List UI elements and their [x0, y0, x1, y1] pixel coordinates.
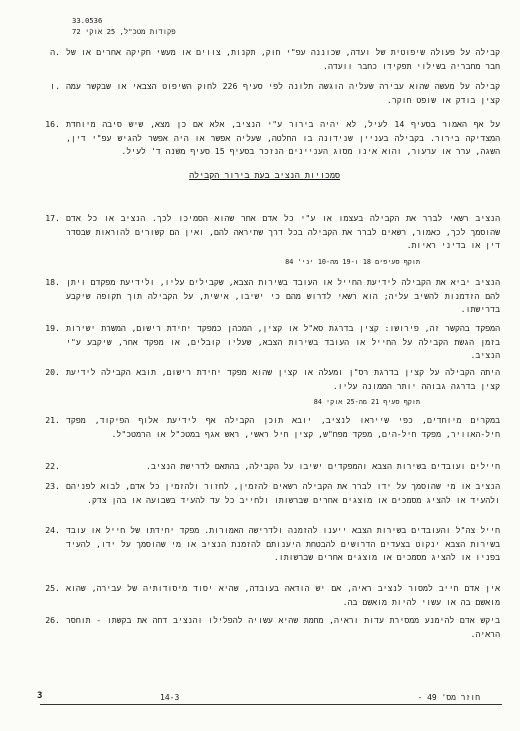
- paragraph-h: [50, 46, 500, 73]
- paragraph-v: [50, 80, 500, 107]
- paragraph-text: קבילה על מעשה שהוא עבירה שעליה הוגשה תלונה לפי סעיף 226 לחוק השיפוט הצבאי או שבקשר עמה קצין בודק או שופט חוקר.: [66, 81, 500, 105]
- paragraph-text: היתה הקבילה על קצין בדרגת רס"ן ומעלה או קצין שהוא מפקד יחידת רישום, תובא הקבילה לידיעת קצין בדרגה גבוהה יותר הממונה עליו.: [66, 367, 500, 391]
- paragraph-19: [45, 322, 500, 363]
- footer-divider: [40, 704, 502, 705]
- paragraph-number: ו.: [50, 81, 60, 91]
- paragraph-25: [45, 582, 500, 609]
- paragraph-number: 25.: [45, 583, 60, 593]
- document-header: פקודות מטכ"ל, 25 אוקי 72: [72, 27, 176, 36]
- amendment-note: תוקף סעיפים 18 ו-19 מה-10 יני' 84: [285, 258, 420, 266]
- paragraph-17: [45, 212, 500, 253]
- paragraph-number: ה.: [50, 47, 60, 57]
- paragraph-number: 21.: [45, 415, 60, 425]
- footer-issue: 14-3: [160, 693, 180, 702]
- paragraph-text: על אף האמור בסעיף 14 לעיל, לא יהיה בירור ע"י הנציב, אלא אם כן מצא, שיש סיבה מיוחדת המצדיקה בירור. בקבילה בעניין שנידונה בו החלטה, שעליה אפשר או היה אפשר להגיש עפ"י דין, השגה, ערר או ערעור, והוא אינו מסוג העניינים הנזכר בסעיף 15 סעיף משנה ד' לעיל.: [66, 119, 500, 156]
- paragraph-text: הנציב או מי שהוסמך על ידו לברר את הקבילה רשאים להזמין, לחזור ולהזמין כל אדם, לבוא לפניהם ולהעיד או להציג מסמכים או מוצגים אחרים שברשותו ולחייב כל עד להעיד בשבועה או בהן צדק.: [66, 481, 500, 505]
- paragraph-number: 22.: [45, 461, 60, 471]
- page-number: 3: [37, 691, 43, 701]
- paragraph-16: [45, 118, 500, 159]
- amendment-note: תוקף סעיף 21 מה-25 אוקי 84: [313, 398, 420, 406]
- document-number: 33.0536: [72, 16, 103, 25]
- paragraph-number: 20.: [45, 367, 60, 377]
- paragraph-text: ביקש אדם להימנע ממסירת עדות וראיה, מחמת שהיא עשויה להפלילו והנציב דחה את בקשתו - תוחסר הראיה.: [66, 615, 500, 639]
- paragraph-23: [45, 480, 500, 507]
- paragraph-22: [45, 460, 500, 474]
- paragraph-18: [45, 276, 500, 317]
- paragraph-text: הנציב רשאי לברר את הקבילה בעצמו או ע"י כל אדם אחר שהוא הסמיכו לכך. הנציב או כל אדם שהוסמך לכך, כאמור, רשאים לברר את הקבילה בכל דרך שתיראה להם, ואין הם קשורים להוראות שבסדר דין או בדיני ראיות.: [66, 213, 500, 250]
- paragraph-number: 24.: [45, 525, 60, 535]
- paragraph-number: 17.: [45, 213, 60, 223]
- paragraph-number: 18.: [45, 277, 60, 287]
- paragraph-text: במקרים מיוחדים, כפי שייראו לנציב, יובא תוכן הקבילה אף לידיעת אלוף הפיקוד, מפקד חיל-האוויר, מפקד חיל-הים, מפקד מפח"ש, קצין חיל ראשי, ראש אגף במטכ"ל או הרמטכ"ל.: [66, 415, 500, 439]
- paragraph-text: הנציב יביא את הקבילה לידיעת החייל או העובד בשירות הצבא, שקבילים עליו, ולידיעת מפקדם ויתן להם הזדמנות להשיב עליה; הוא רשאי לדרוש מהם כי ישיבו, אישית, על הקבילה תוך תקופה שיקבע בדרישתו.: [66, 277, 500, 314]
- paragraph-number: 26.: [45, 615, 60, 625]
- footer-booklet: חוזר מס' 49 -: [417, 693, 480, 702]
- paragraph-text: קבילה על פעולה שיפוטית של ועדה, שכוננה עפ"י חוק, תקנות, צווים או מעשי חקיקה אחרים או של חבר מחבריה בשילוי תפקידו כחבר וועדה.: [66, 47, 500, 71]
- paragraph-text: חייל צה"ל והעובדים בשירות הצבא ייענו להזמנה ולדרישה האמורות. מפקד יחידתו של חייל או עובד בשירות הצבא ינקוט בצעדים הדרושים להבטחת היענותם להזמנת הנציב או מי שהוסמך על ידו, להעיד בפניו או להציג מסמכים או מוצגים אחרים שברשותו.: [66, 525, 500, 562]
- paragraph-26: [45, 614, 500, 641]
- paragraph-24: [45, 524, 500, 565]
- paragraph-text: חיילים ועובדים בשירות הצבא והמפקדים ישיבו על הקבילה, בהתאם לדרישת הנציב.: [146, 461, 500, 471]
- paragraph-number: 19.: [45, 323, 60, 333]
- paragraph-21: [45, 414, 500, 441]
- paragraph-20: [45, 366, 500, 393]
- section-title: סמכויות הנציב בעת בירור הקבילה: [189, 170, 340, 180]
- paragraph-text: המפקד בהקשר זה, פירושו: קצין בדרגת סא"ל או קצין, המכהן כמפקד יחידת רישום, המשרת ישירות בזמן הגשת הקבילה על החייל או העובד בשירות הצבא, שעליו קובלים, או מפקד אחר, שיקבע ע"י הנציב.: [66, 323, 500, 360]
- paragraph-number: 16.: [45, 119, 60, 129]
- paragraph-text: אין אדם חייב למסור לנציב ראיה, אם יש הודאה בעובדה, שהיא יסוד מיסודותיה של עבירה, שהוא מואשם בה או עשוי להיות מואשם בה.: [66, 583, 500, 607]
- paragraph-number: 23.: [45, 481, 60, 491]
